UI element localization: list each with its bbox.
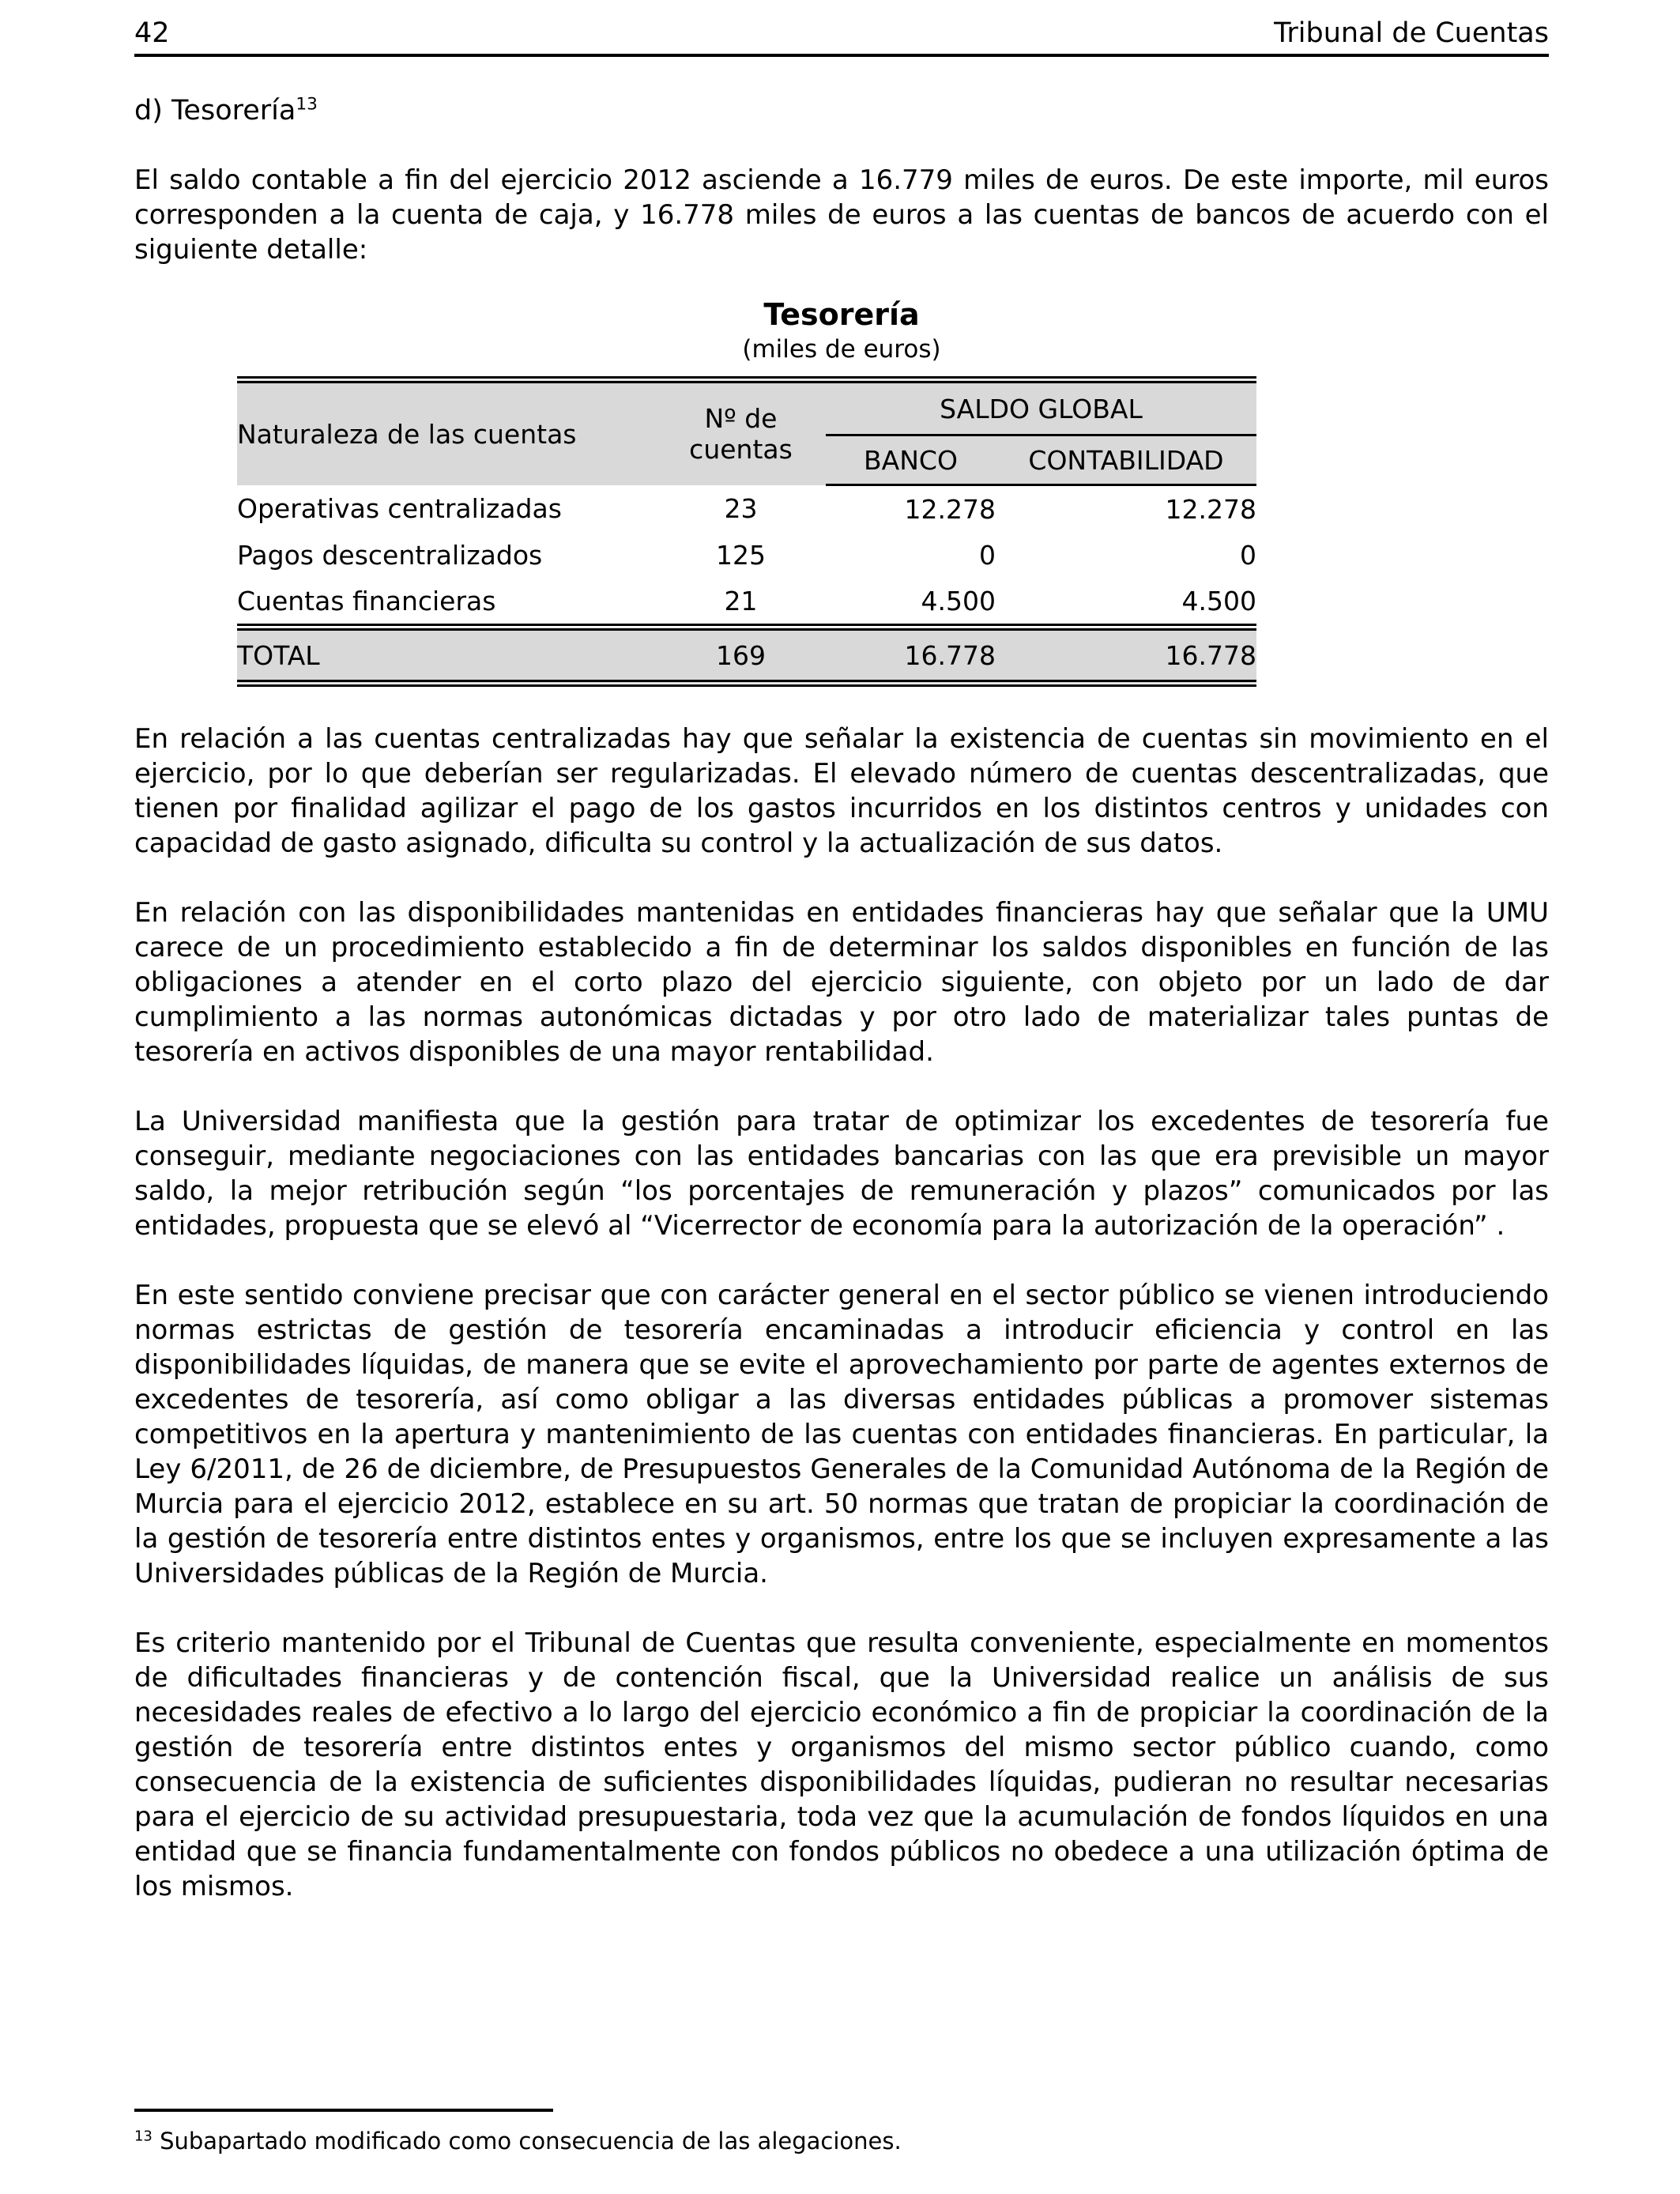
- col-header-naturaleza: Naturaleza de las cuentas: [237, 380, 656, 485]
- cell-row-banco: 12.278: [826, 485, 996, 533]
- page-header: [134, 16, 1549, 51]
- table-subtitle: (miles de euros): [742, 335, 941, 364]
- table-row: [237, 578, 1256, 628]
- table-row: [237, 485, 1256, 533]
- footnote-separator-rule: [134, 2109, 553, 2112]
- col-header-saldo-global: SALDO GLOBAL: [826, 380, 1256, 435]
- cell-row-contabilidad: 12.278: [996, 485, 1256, 533]
- col-header-contabilidad: CONTABILIDAD: [996, 435, 1256, 485]
- paragraph-cuentas-centralizadas: En relación a las cuentas centralizadas hay que señalar la existencia de cuentas sin movimiento en el ejercicio, por lo que deberían ser regularizadas. El elevado número de cuentas descentralizadas, que tienen por finalidad agilizar el pago de los gastos incurridos en los distintos centros y unidades con capacidad de gasto asignado, dificulta su control y la actualización de sus datos.: [134, 723, 1549, 859]
- cell-row-name: Operativas centralizadas: [237, 485, 656, 533]
- cell-total-count: 169: [656, 628, 826, 684]
- footnote: [134, 2126, 1549, 2156]
- paragraph-criterio-tribunal: Es criterio mantenido por el Tribunal de Cuentas que resulta conveniente, especialmente en momentos de dificultades financieras y de contención fiscal, que la Universidad realice un análisis de sus necesidades reales de efectivo a lo largo del ejercicio económico a fin de propiciar la coordinación de la gestión de tesorería entre distintos entes y organismos del mismo sector público cuando, como consecuencia de la existencia de suficientes disponibilidades líquidas, pudieran no resultar necesarias para el ejercicio de su actividad presupuestaria, toda vez que la acumulación de fondos líquidos en una entidad que se financia fundamentalmente con fondos públicos no obedece a una utilización óptima de los mismos.: [134, 1627, 1549, 1902]
- cell-total-contabilidad: 16.778: [996, 628, 1256, 684]
- treasury-table-body: [237, 485, 1256, 628]
- header-rule: [134, 54, 1549, 57]
- cell-row-name: Pagos descentralizados: [237, 532, 656, 578]
- section-footnote-ref: 13: [296, 94, 318, 115]
- footnote-text: Subapartado modificado como consecuencia de las alegaciones.: [160, 2128, 902, 2154]
- table-row: [237, 532, 1256, 578]
- header-row-1: [237, 380, 1256, 435]
- section-heading: [134, 93, 1549, 128]
- table-title: Tesorería: [763, 297, 920, 332]
- cell-row-name: Cuentas financieras: [237, 578, 656, 628]
- footnote-area: [134, 2109, 1549, 2156]
- page-number: 42: [134, 17, 170, 49]
- treasury-table-block: [134, 296, 1549, 687]
- cell-row-contabilidad: 0: [996, 532, 1256, 578]
- col-header-banco: BANCO: [826, 435, 996, 485]
- paragraph-intro: El saldo contable a fin del ejercicio 2012 asciende a 16.779 miles de euros. De este importe, mil euros corresponden a la cuenta de caja, y 16.778 miles de euros a las cuentas de bancos de acuerdo con el siguiente detalle:: [134, 164, 1549, 266]
- table-total-row: [237, 628, 1256, 684]
- treasury-table-head: [237, 380, 1256, 485]
- treasury-table-foot: [237, 628, 1256, 684]
- paragraph-disponibilidades: En relación con las disponibilidades mantenidas en entidades financieras hay que señalar que la UMU carece de un procedimiento establecido a fin de determinar los saldos disponibles en función de las obligaciones a atender en el corto plazo del ejercicio siguiente, con objeto por un lado de dar cumplimiento a las normas autonómicas dictadas y por otro lado de materializar tales puntas de tesorería en activos disponibles de una mayor rentabilidad.: [134, 897, 1549, 1068]
- paragraph-universidad-manifiesta: La Universidad manifiesta que la gestión para tratar de optimizar los excedentes de tesorería fue conseguir, mediante negociaciones con las entidades bancarias con las que era previsible un mayor saldo, la mejor retribución según “los porcentajes de remuneración y plazos” comunicados por las entidades, propuesta que se elevó al “Vicerrector de economía para la autorización de la operación” .: [134, 1106, 1549, 1242]
- cell-row-banco: 0: [826, 532, 996, 578]
- cell-row-count: 21: [656, 578, 826, 628]
- cell-row-contabilidad: 4.500: [996, 578, 1256, 628]
- running-title: Tribunal de Cuentas: [1274, 17, 1549, 49]
- cell-row-count: 23: [656, 485, 826, 533]
- footnote-marker: 13: [134, 2128, 153, 2145]
- cell-total-label: TOTAL: [237, 628, 656, 684]
- section-heading-text: d) Tesorería: [134, 95, 296, 126]
- cell-row-banco: 4.500: [826, 578, 996, 628]
- cell-total-banco: 16.778: [826, 628, 996, 684]
- paragraph-sector-publico: En este sentido conviene precisar que con carácter general en el sector público se vienen introduciendo normas estrictas de gestión de tesorería encaminadas a introducir eficiencia y control en las disponibilidades líquidas, de manera que se evite el aprovechamiento por parte de agentes externos de excedentes de tesorería, así como obligar a las diversas entidades públicas a promover sistemas competitivos en la apertura y mantenimiento de las cuentas con entidades financieras. En particular, la Ley 6/2011, de 26 de diciembre, de Presupuestos Generales de la Comunidad Autónoma de la Región de Murcia para el ejercicio 2012, establece en su art. 50 normas que tratan de propiciar la coordinación de la gestión de tesorería entre distintos entes y organismos, entre los que se incluyen expresamente a las Universidades públicas de la Región de Murcia.: [134, 1280, 1549, 1589]
- cell-row-count: 125: [656, 532, 826, 578]
- col-header-num-cuentas: Nº de cuentas: [656, 380, 826, 485]
- treasury-table: [237, 376, 1256, 687]
